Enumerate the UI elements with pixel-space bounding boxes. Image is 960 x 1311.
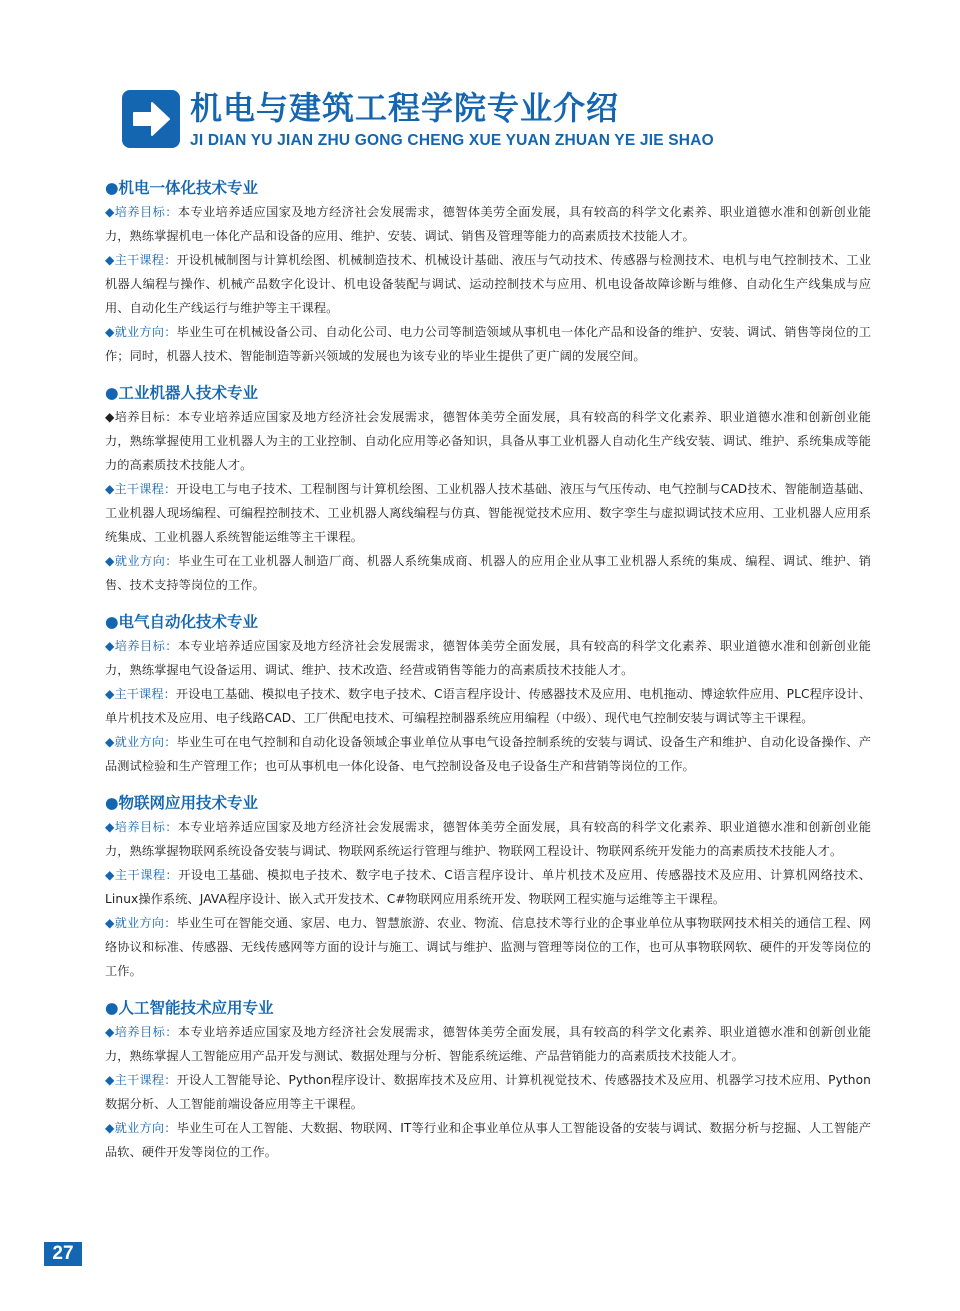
goal-paragraph <box>105 1020 871 1068</box>
course-paragraph <box>105 682 871 730</box>
major-section <box>105 791 871 983</box>
goal-text: 本专业培养适应国家及地方经济社会发展需求，德智体美劳全面发展，具有较高的科学文化素养、职业道德水准和创新创业能力，熟练掌握机电一体化产品和设备的应用、维护、安装、调试、销售及管理等能力的高素质技术技能人才。 <box>105 205 871 243</box>
career-text: 毕业生可在人工智能、大数据、物联网、IT等行业和企事业单位从事人工智能设备的安装与调试、数据分析与挖掘、人工智能产品软、硬件开发等岗位的工作。 <box>105 1121 871 1159</box>
page-number: 27 <box>44 1242 82 1266</box>
career-text: 毕业生可在智能交通、家居、电力、智慧旅游、农业、物流、信息技术等行业的企事业单位从事物联网技术相关的通信工程、网络协议和标准、传感器、无线传感网等方面的设计与施工、调试与维护、监测与管理等岗位的工作，也可从事物联网软、硬件的开发等岗位的工作。 <box>105 916 871 978</box>
course-text: 开设人工智能导论、Python程序设计、数据库技术及应用、计算机视觉技术、传感器技术及应用、机器学习技术应用、Python数据分析、人工智能前端设备应用等主干课程。 <box>105 1073 871 1111</box>
major-title: ●工业机器人技术专业 <box>105 384 259 402</box>
major-section <box>105 381 871 597</box>
course-text: 开设机械制图与计算机绘图、机械制造技术、机械设计基础、液压与气动技术、传感器与检测技术、电机与电气控制技术、工业机器人编程与操作、机械产品数字化设计、机电设备装配与调试、运动控制技术与应用、机电设备故障诊断与维修、自动化生产线集成与应用、自动化生产线运行与维护等主干课程。 <box>105 253 871 315</box>
course-paragraph <box>105 477 871 549</box>
goal-label: ◆培养目标： <box>105 1025 178 1039</box>
goal-paragraph <box>105 634 871 682</box>
goal-text: 本专业培养适应国家及地方经济社会发展需求，德智体美劳全面发展，具有较高的科学文化素养、职业道德水准和创新创业能力，熟练掌握物联网系统设备安装与调试、物联网系统运行管理与维护、物联网工程设计、物联网系统开发能力的高素质技术技能人才。 <box>105 820 871 858</box>
goal-paragraph <box>105 815 871 863</box>
career-text: 毕业生可在电气控制和自动化设备领域企事业单位从事电气设备控制系统的安装与调试、设备生产和维护、自动化设备操作、产品测试检验和生产管理工作；也可从事机电一体化设备、电气控制设备及电子设备生产和营销等岗位的工作。 <box>105 735 871 773</box>
goal-label: ◆培养目标： <box>105 410 178 424</box>
major-title: ●机电一体化技术专业 <box>105 179 259 197</box>
arrow-right-icon <box>122 90 180 148</box>
major-title: ●物联网应用技术专业 <box>105 794 259 812</box>
course-text: 开设电工基础、模拟电子技术、数字电子技术、C语言程序设计、单片机技术及应用、传感器技术及应用、计算机网络技术、Linux操作系统、JAVA程序设计、嵌入式开发技术、C#物联网应用系统开发、物联网工程实施与运维等主干课程。 <box>105 868 871 906</box>
course-label: ◆主干课程： <box>105 482 177 496</box>
course-paragraph <box>105 248 871 320</box>
course-text: 开设电工与电子技术、工程制图与计算机绘图、工业机器人技术基础、液压与气压传动、电气控制与CAD技术、智能制造基础、工业机器人现场编程、可编程控制技术、工业机器人离线编程与仿真、智能视觉技术应用、数字孪生与虚拟调试技术应用、工业机器人应用系统集成、工业机器人系统智能运维等主干课程。 <box>105 482 871 544</box>
goal-label: ◆培养目标： <box>105 820 178 834</box>
goal-text: 本专业培养适应国家及地方经济社会发展需求，德智体美劳全面发展，具有较高的科学文化素养、职业道德水准和创新创业能力，熟练掌握人工智能应用产品开发与测试、数据处理与分析、智能系统运维、产品营销能力的高素质技术技能人才。 <box>105 1025 871 1063</box>
career-label: ◆就业方向： <box>105 735 177 749</box>
course-paragraph <box>105 1068 871 1116</box>
career-paragraph <box>105 549 871 597</box>
career-label: ◆就业方向： <box>105 916 177 930</box>
page-header <box>122 90 822 152</box>
major-section <box>105 176 871 368</box>
major-section <box>105 610 871 778</box>
course-label: ◆主干课程： <box>105 1073 177 1087</box>
major-section <box>105 996 871 1164</box>
course-label: ◆主干课程： <box>105 687 176 701</box>
goal-label: ◆培养目标： <box>105 639 178 653</box>
course-text: 开设电工基础、模拟电子技术、数字电子技术、C语言程序设计、传感器技术及应用、电机拖动、博途软件应用、PLC程序设计、单片机技术及应用、电子线路CAD、工厂供配电技术、可编程控制器系统应用编程（中级）、现代电气控制安装与调试等主干课程。 <box>105 687 872 725</box>
career-paragraph <box>105 320 871 368</box>
major-title: ●电气自动化技术专业 <box>105 613 259 631</box>
career-text: 毕业生可在机械设备公司、自动化公司、电力公司等制造领域从事机电一体化产品和设备的维护、安装、调试、销售等岗位的工作；同时，机器人技术、智能制造等新兴领域的发展也为该专业的毕业生提供了更广阔的发展空间。 <box>105 325 871 363</box>
career-label: ◆就业方向： <box>105 554 178 568</box>
course-paragraph <box>105 863 871 911</box>
page-title: 机电与建筑工程学院专业介绍 <box>190 89 620 127</box>
career-text: 毕业生可在工业机器人制造厂商、机器人系统集成商、机器人的应用企业从事工业机器人系统的集成、编程、调试、维护、销售、技术支持等岗位的工作。 <box>105 554 871 592</box>
goal-paragraph <box>105 405 871 477</box>
page-subtitle: JI DIAN YU JIAN ZHU GONG CHENG XUE YUAN ZHUAN YE JIE SHAO <box>190 132 714 149</box>
career-paragraph <box>105 730 871 778</box>
career-label: ◆就业方向： <box>105 1121 177 1135</box>
goal-label: ◆培养目标： <box>105 205 178 219</box>
course-label: ◆主干课程： <box>105 868 179 882</box>
goal-text: 本专业培养适应国家及地方经济社会发展需求，德智体美劳全面发展，具有较高的科学文化素养、职业道德水准和创新创业能力，熟练掌握电气设备运用、调试、维护、技术改造、经营或销售等能力的高素质技术技能人才。 <box>105 639 871 677</box>
goal-paragraph <box>105 200 871 248</box>
goal-text: 本专业培养适应国家及地方经济社会发展需求，德智体美劳全面发展，具有较高的科学文化素养、职业道德水准和创新创业能力，熟练掌握使用工业机器人为主的工业控制、自动化应用等必备知识，具备从事工业机器人自动化生产线安装、调试、维护、系统集成等能力的高素质技术技能人才。 <box>105 410 871 472</box>
career-paragraph <box>105 911 871 983</box>
major-title: ●人工智能技术应用专业 <box>105 999 274 1017</box>
career-label: ◆就业方向： <box>105 325 177 339</box>
major-list <box>105 176 871 1177</box>
course-label: ◆主干课程： <box>105 253 177 267</box>
career-paragraph <box>105 1116 871 1164</box>
